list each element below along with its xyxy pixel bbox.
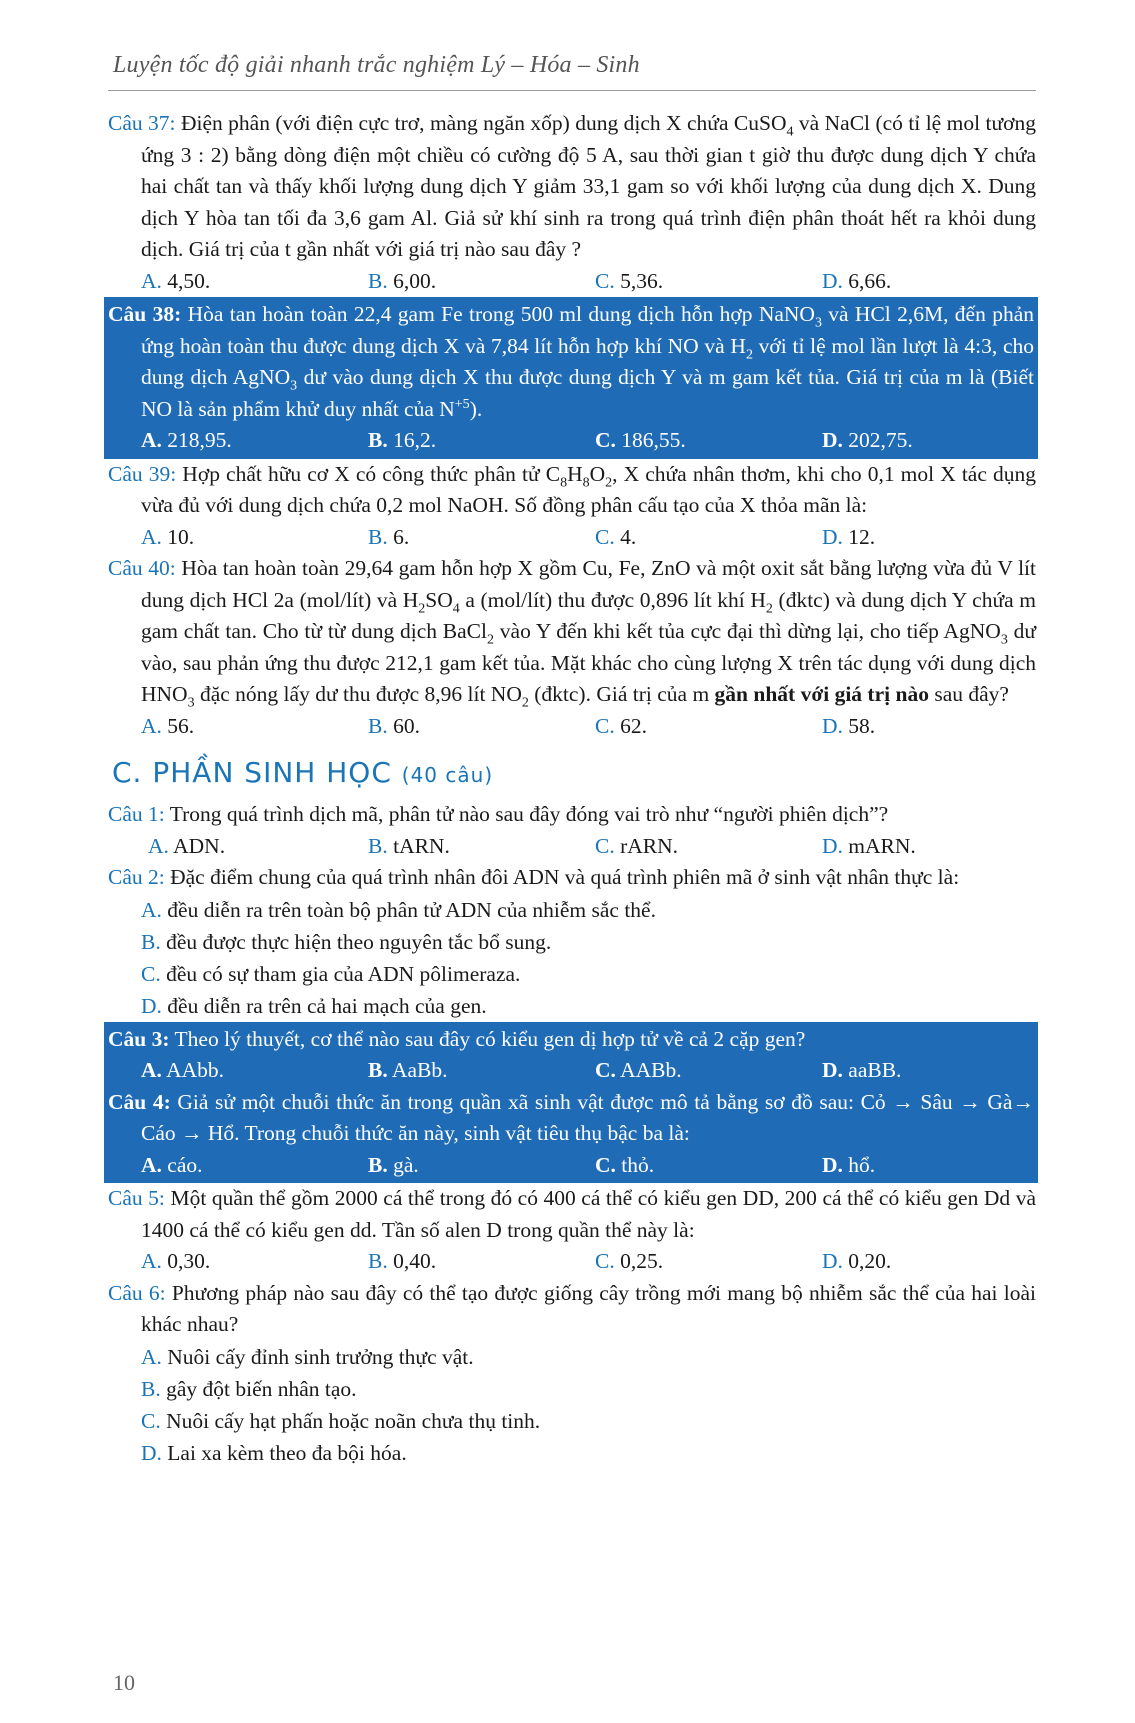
option-a[interactable]: A. 56. xyxy=(141,713,195,738)
bio-question-1 xyxy=(108,799,1036,862)
question-38-highlighted xyxy=(104,297,1038,459)
question-label: Câu 3: xyxy=(108,1026,170,1051)
question-label: Câu 4: xyxy=(108,1089,171,1114)
option-d[interactable]: D. mARN. xyxy=(822,833,916,858)
question-40 xyxy=(108,553,1036,742)
option-b[interactable]: B. 16,2. xyxy=(368,428,437,452)
option-c[interactable]: C. 186,55. xyxy=(595,428,686,452)
option-b[interactable]: B. 6. xyxy=(368,524,410,549)
running-head: Luyện tốc độ giải nhanh trắc nghiệm Lý – Hóa – Sinh xyxy=(113,52,640,78)
option-d[interactable]: D. 12. xyxy=(822,524,876,549)
answer-options xyxy=(108,425,1034,457)
question-text: Câu 5: Một quần thể gồm 2000 cá thể trong đó có 400 cá thể có kiểu gen DD, 200 cá thể có kiểu gen Dd và 1400 cá thể có kiểu gen dd. Tần số alen D trong quần thể này là: xyxy=(108,1186,1036,1242)
answer-options xyxy=(108,711,1036,743)
option-d[interactable]: D. Lai xa kèm theo đa bội hóa. xyxy=(141,1440,407,1465)
option-c[interactable]: C. rARN. xyxy=(595,833,679,858)
question-label: Câu 6: xyxy=(108,1280,166,1305)
option-a[interactable]: A. ADN. xyxy=(148,833,226,858)
option-b[interactable]: B. AaBb. xyxy=(368,1058,448,1082)
option-a[interactable]: A. AAbb. xyxy=(141,1058,225,1082)
question-label: Câu 2: xyxy=(108,865,165,889)
answer-options xyxy=(108,1246,1036,1278)
answer-options xyxy=(108,1055,1034,1087)
option-a[interactable]: A. 218,95. xyxy=(141,428,232,452)
answer-options xyxy=(108,1150,1034,1182)
option-c[interactable]: C. thỏ. xyxy=(595,1152,655,1177)
answer-options xyxy=(108,522,1036,554)
option-b[interactable]: B. 0,40. xyxy=(368,1249,437,1273)
option-a[interactable]: A. 10. xyxy=(141,524,195,549)
option-b[interactable]: B. tARN. xyxy=(368,833,450,858)
question-label: Câu 5: xyxy=(108,1186,165,1210)
page-number: 10 xyxy=(113,1670,135,1695)
option-c[interactable]: C. 5,36. xyxy=(595,268,664,293)
option-b[interactable]: B. 60. xyxy=(368,713,420,738)
question-37 xyxy=(108,108,1036,297)
option-b[interactable]: B. 6,00. xyxy=(368,268,437,293)
question-text: Câu 37: Điện phân (với điện cực trơ, màng ngăn xốp) dung dịch X chứa CuSO$_4$ và NaCl (có tỉ lệ mol tương ứng 3 : 2) bằng dòng điện một chiều có cường độ 5 A, sau thời gian t giờ thu được dung dịch Y chứa hai chất tan và thấy khối lượng dung dịch Y giảm 33,1 gam so với khối lượng của dung dịch X. Dung dịch Y hòa tan tối đa 3,6 gam Al. Giả sử khí sinh ra trong quá trình điện phân thoát hết ra khỏi dung dịch. Giá trị của t gần nhất với giá trị nào sau đây ? xyxy=(108,111,1036,261)
question-39 xyxy=(108,459,1036,554)
option-a[interactable]: A. đều diễn ra trên toàn bộ phân tử ADN của nhiễm sắc thể. xyxy=(141,897,656,922)
option-a[interactable]: A. 0,30. xyxy=(141,1249,211,1273)
page-content xyxy=(108,108,1036,1469)
option-c[interactable]: C. 4. xyxy=(595,524,637,549)
bio-question-2 xyxy=(108,862,1036,1022)
option-b[interactable]: B. gây đột biến nhân tạo. xyxy=(141,1376,357,1401)
option-c[interactable]: C. đều có sự tham gia của ADN pôlimeraza. xyxy=(141,961,521,986)
question-text: Câu 4: Giả sử một chuỗi thức ăn trong quần xã sinh vật được mô tả bằng sơ đồ sau: Cỏ → Sâu → Gà→ Cáo → Hổ. Trong chuỗi thức ăn này, sinh vật tiêu thụ bậc ba là: xyxy=(108,1089,1034,1145)
question-label: Câu 38: xyxy=(108,302,182,326)
question-text: Câu 3: Theo lý thuyết, cơ thể nào sau đây có kiểu gen dị hợp tử về cả 2 cặp gen? xyxy=(108,1026,806,1051)
option-d[interactable]: D. 6,66. xyxy=(822,268,892,293)
option-c[interactable]: C. 0,25. xyxy=(595,1249,664,1273)
option-a[interactable]: A. cáo. xyxy=(141,1152,203,1177)
option-d[interactable]: D. đều diễn ra trên cả hai mạch của gen. xyxy=(141,993,487,1018)
question-label: Câu 1: xyxy=(108,802,165,826)
option-d[interactable]: D. hổ. xyxy=(822,1152,876,1177)
answer-options xyxy=(108,266,1036,298)
question-text: Câu 6: Phương pháp nào sau đây có thể tạo được giống cây trồng mới mang bộ nhiễm sắc thể của hai loài khác nhau? xyxy=(108,1280,1037,1336)
option-a[interactable]: A. Nuôi cấy đỉnh sinh trưởng thực vật. xyxy=(141,1344,474,1369)
option-a[interactable]: A. 4,50. xyxy=(141,268,211,293)
option-d[interactable]: D. 202,75. xyxy=(822,428,913,452)
question-text: Câu 1: Trong quá trình dịch mã, phân tử nào sau đây đóng vai trò như “người phiên dịch”? xyxy=(108,802,889,826)
option-c[interactable]: C. Nuôi cấy hạt phấn hoặc noãn chưa thụ tinh. xyxy=(141,1408,541,1433)
question-text: Câu 40: Hòa tan hoàn toàn 29,64 gam hỗn hợp X gồm Cu, Fe, ZnO và một oxit sắt bằng lượng vừa đủ V lít dung dịch HCl 2a (mol/lít) và $H_2SO_4$ a (mol/lít) thu được 0,896 lít khí $H_2$ (đktc) và dung dịch Y chứa m gam chất tan. Cho từ từ dung dịch BaCl$_2$ vào Y đến khi kết tủa cực đại thì dừng lại, cho tiếp AgNO$_3$ dư vào, sau phản ứng thu được 212,1 gam kết tủa. Mặt khác cho cùng lượng X trên tác dụng với dung dịch $HNO_3$ đặc nóng lấy dư thu được 8,96 lít $NO_2$ (đktc). Giá trị của m gần nhất với giá trị nào sau đây? xyxy=(108,556,1036,711)
answer-options xyxy=(108,831,1036,863)
option-d[interactable]: D. 58. xyxy=(822,713,876,738)
question-label: Câu 39: xyxy=(108,461,177,486)
bio-question-5 xyxy=(108,1183,1036,1278)
option-d[interactable]: D. aaBB. xyxy=(822,1058,902,1082)
questions-3-4-highlighted xyxy=(104,1022,1038,1184)
section-heading: C. PHẦN SINH HỌC (40 câu) xyxy=(112,756,494,789)
question-label: Câu 40: xyxy=(108,556,176,580)
option-c[interactable]: C. 62. xyxy=(595,713,647,738)
question-text: Câu 38: Hòa tan hoàn toàn 22,4 gam Fe trong 500 ml dung dịch hỗn hợp NaNO$_3$ và HCl 2,6M, đến phản ứng hoàn toàn thu được dung dịch X và 7,84 lít hỗn hợp khí NO và $H_2$ với tỉ lệ mol lần lượt là 4:3, cho dung dịch AgNO$_3$ dư vào dung dịch X thu được dung dịch Y và m gam kết tủa. Giá trị của m là (Biết NO là sản phẩm khử duy nhất của $N^{+5}$). xyxy=(108,302,1034,421)
option-c[interactable]: C. AABb. xyxy=(595,1058,682,1082)
option-b[interactable]: B. đều được thực hiện theo nguyên tắc bổ sung. xyxy=(141,929,552,954)
question-text: Câu 39: Hợp chất hữu cơ X có công thức phân tử $C_8H_8O_2$, X chứa nhân thơm, khi cho 0,1 mol X tác dụng vừa đủ với dung dịch chứa 0,2 mol NaOH. Số đồng phân cấu tạo của X thỏa mãn là: xyxy=(108,461,1036,517)
question-label: Câu 37: xyxy=(108,111,176,135)
option-d[interactable]: D. 0,20. xyxy=(822,1249,892,1273)
bio-question-6 xyxy=(108,1278,1036,1469)
header-divider xyxy=(108,90,1036,91)
option-b[interactable]: B. gà. xyxy=(368,1152,419,1177)
question-text: Câu 2: Đặc điểm chung của quá trình nhân đôi ADN và quá trình phiên mã ở sinh vật nhân thực là: xyxy=(108,865,960,889)
